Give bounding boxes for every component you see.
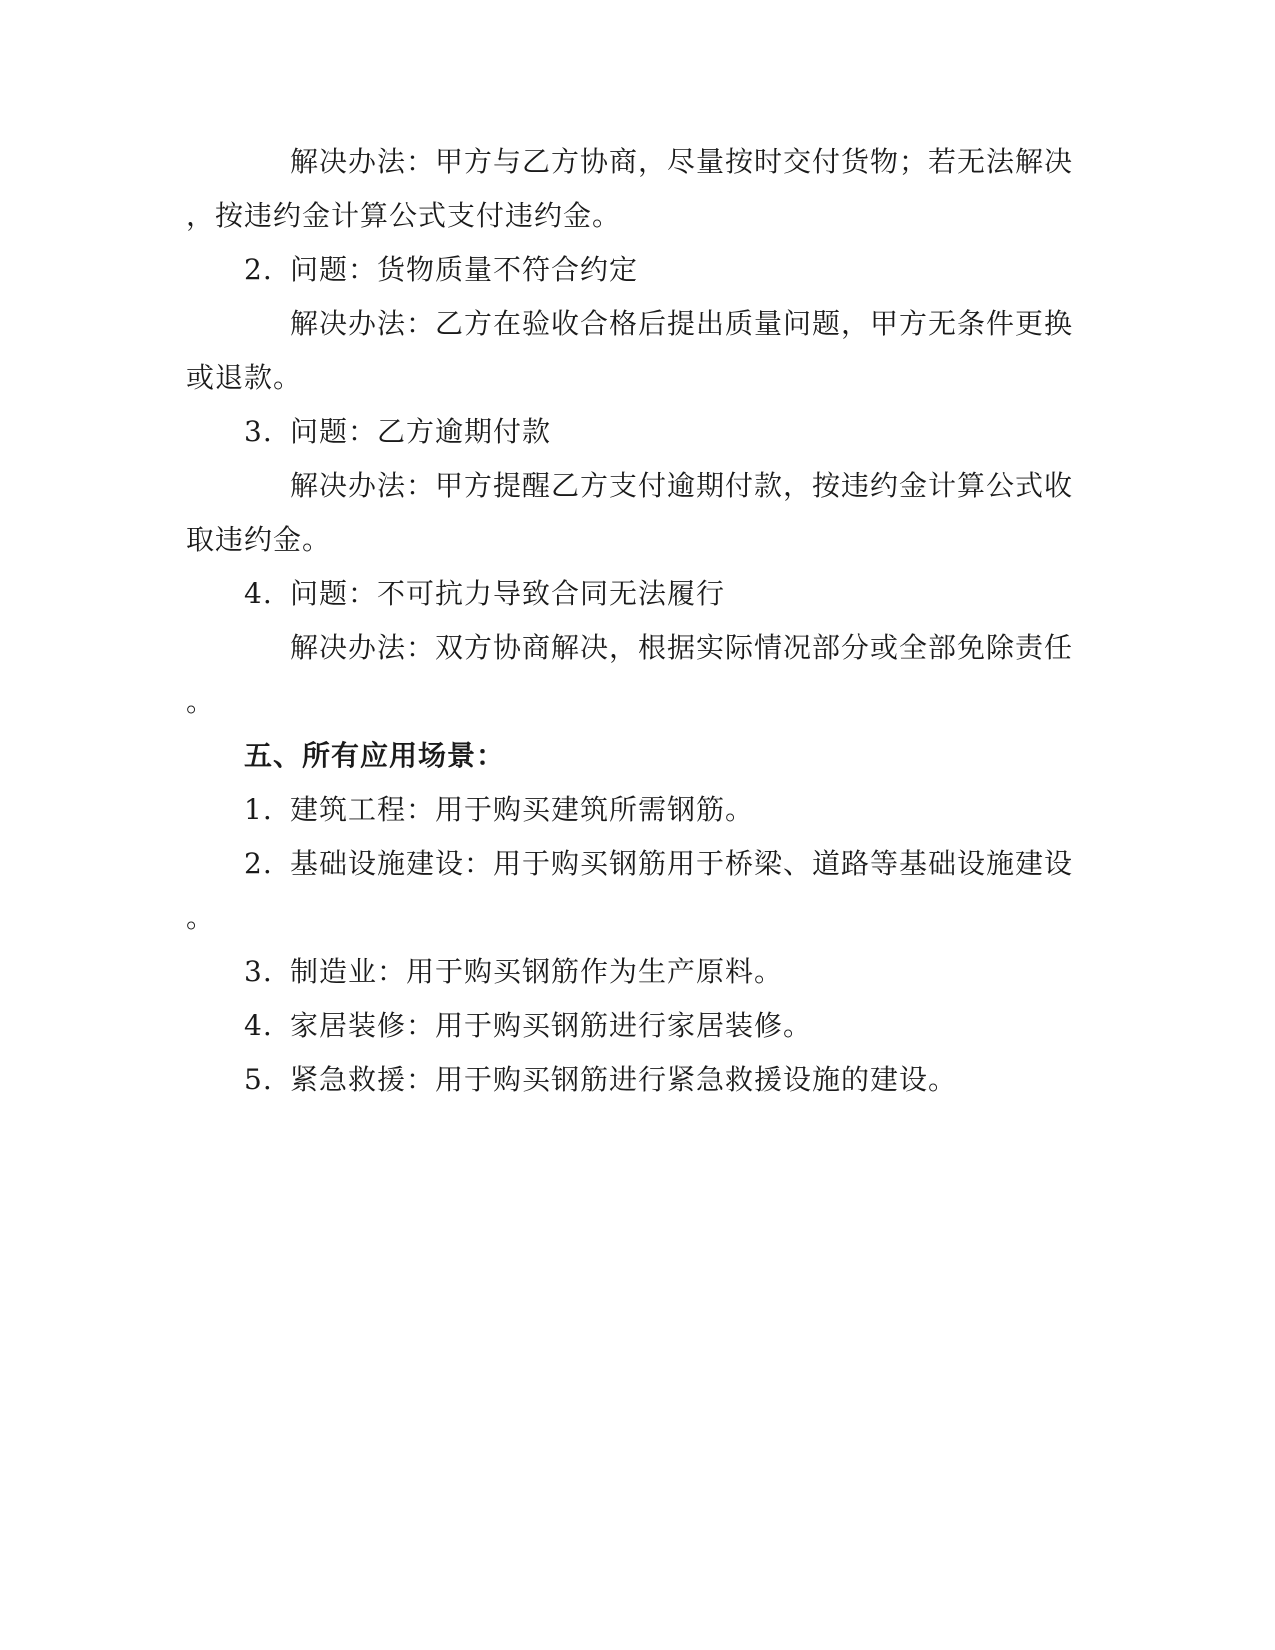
problem-4-number: 4. [244, 577, 273, 610]
scenario-2-wrap: 。 [186, 901, 216, 934]
scenario-5-number: 5. [244, 1063, 273, 1096]
solution-1-line-1: 解决办法：甲方与乙方协商，尽量按时交付货物；若无法解决 [290, 145, 1074, 178]
section-5-heading: 五、所有应用场景： [244, 739, 506, 772]
solution-1-line-2: ，按违约金计算公式支付违约金。 [186, 199, 622, 232]
solution-3-line-2: 取违约金。 [186, 523, 332, 556]
problem-3-number: 3. [244, 415, 273, 448]
solution-2-line-2: 或退款。 [186, 361, 303, 394]
scenario-2-number: 2. [244, 847, 273, 880]
scenario-1-number: 1. [244, 793, 273, 826]
solution-2-line-1: 解决办法：乙方在验收合格后提出质量问题，甲方无条件更换 [290, 307, 1074, 340]
solution-3-line-1: 解决办法：甲方提醒乙方支付逾期付款，按违约金计算公式收 [290, 469, 1074, 502]
problem-2-number: 2. [244, 253, 273, 286]
problem-2-question: 问题：货物质量不符合约定 [290, 253, 639, 286]
solution-4-line-2: 。 [186, 685, 216, 718]
scenario-4-text: 家居装修：用于购买钢筋进行家居装修。 [290, 1009, 813, 1042]
solution-4-line-1: 解决办法：双方协商解决，根据实际情况部分或全部免除责任 [290, 631, 1074, 664]
scenario-2-text: 基础设施建设：用于购买钢筋用于桥梁、道路等基础设施建设 [290, 847, 1074, 880]
scenario-1-text: 建筑工程：用于购买建筑所需钢筋。 [290, 793, 755, 826]
scenario-4-number: 4. [244, 1009, 273, 1042]
scenario-3-text: 制造业：用于购买钢筋作为生产原料。 [290, 955, 784, 988]
scenario-5-text: 紧急救援：用于购买钢筋进行紧急救援设施的建设。 [290, 1063, 958, 1096]
scenario-3-number: 3. [244, 955, 273, 988]
problem-3-question: 问题：乙方逾期付款 [290, 415, 552, 448]
problem-4-question: 问题：不可抗力导致合同无法履行 [290, 577, 726, 610]
